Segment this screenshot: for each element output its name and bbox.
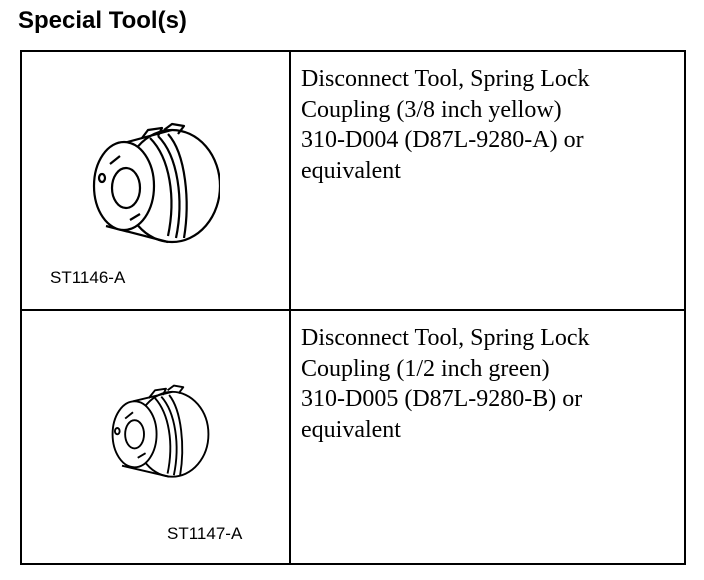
tool-description-line: Coupling (1/2 inch green) [301, 355, 550, 382]
tool-description-line: 310-D004 (D87L-9280-A) or [301, 127, 584, 153]
tool-description-line: Coupling (3/8 inch yellow) [301, 96, 562, 123]
tool-description [301, 323, 671, 445]
tool-description-line: Disconnect Tool, Spring Lock [301, 66, 590, 92]
tool-image-cell [22, 311, 291, 563]
tool-description-line: 310-D005 (D87L-9280-B) or [301, 386, 583, 412]
table-row [22, 311, 684, 563]
spring-lock-coupling-tool-3-8-icon [80, 108, 220, 248]
table-row [22, 52, 684, 311]
spring-lock-coupling-tool-1-2-icon [100, 373, 210, 483]
tool-description-line: equivalent [301, 416, 401, 443]
tool-description [301, 64, 671, 186]
tool-description-line: Disconnect Tool, Spring Lock [301, 325, 590, 351]
tool-description-line: equivalent [301, 157, 401, 184]
tool-id-label: ST1147-A [167, 524, 243, 543]
section-title: Special Tool(s) [18, 7, 187, 34]
special-tools-table [20, 50, 686, 565]
tool-id-label: ST1146-A [50, 268, 126, 287]
tool-image-cell [22, 52, 291, 309]
